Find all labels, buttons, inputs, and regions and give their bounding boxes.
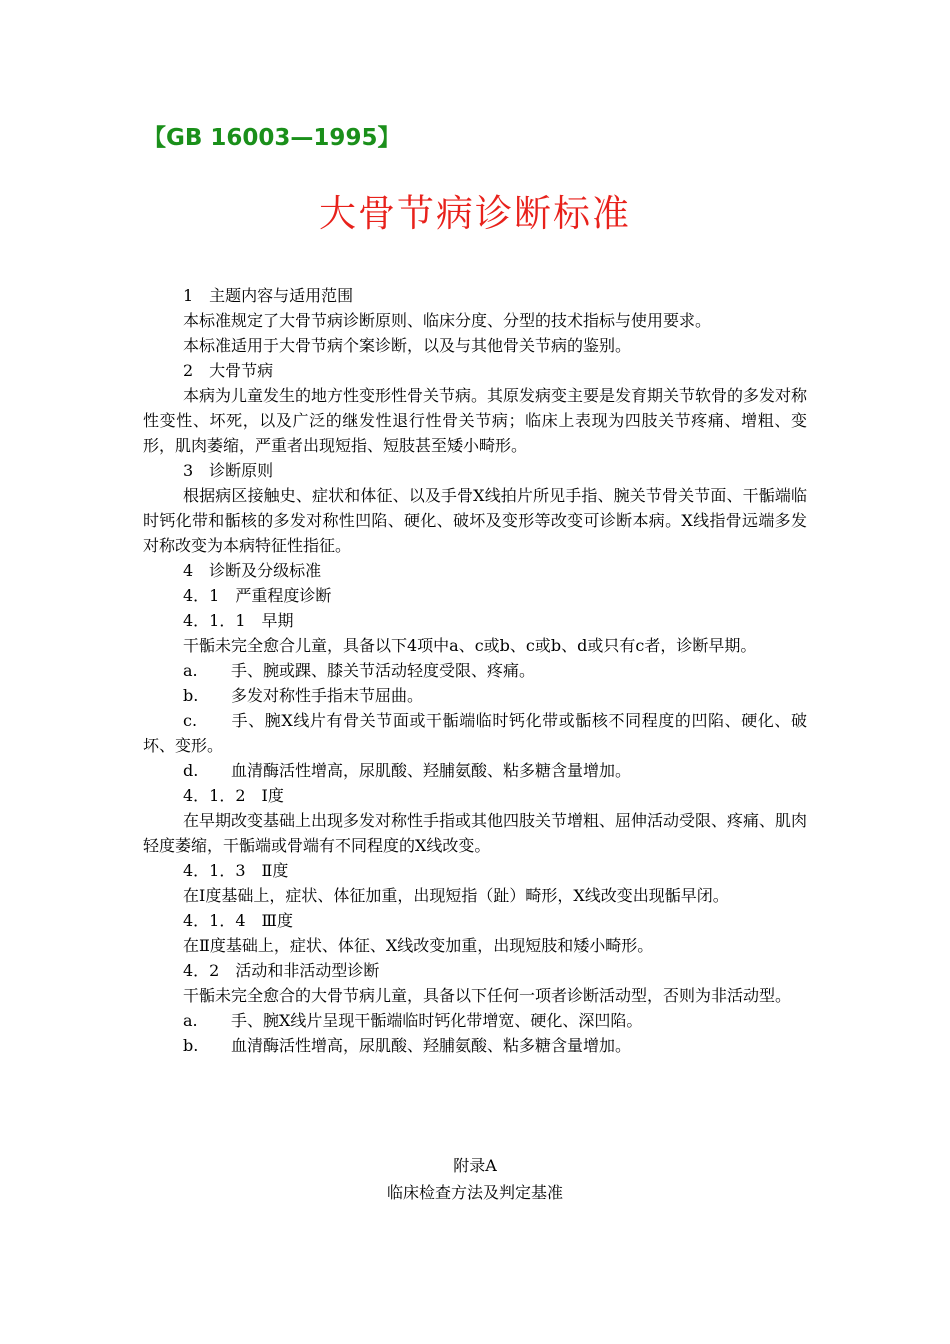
section-1-paragraph-1: 本标准规定了大骨节病诊断原则、临床分度、分型的技术指标与使用要求。 <box>183 311 712 330</box>
section-4-1-heading: 4．1 严重程度诊断 <box>183 586 332 605</box>
section-3-paragraph: 根据病区接触史、症状和体征、以及手骨X线拍片所见手指、腕关节骨关节面、干骺端临时钙化带和骺核的多发对称性凹陷、硬化、破坏及变形等改变可诊断本病。X线指骨远端多发对称改变为本病特征性指征。 <box>143 486 807 555</box>
list-item-label: a. <box>183 661 198 680</box>
section-4-1-1-heading: 4．1．1 早期 <box>183 611 294 630</box>
standard-code: 【GB 16003—1995】 <box>143 125 401 151</box>
section-4-1-3-paragraph: 在Ⅰ度基础上，症状、体征加重，出现短指（趾）畸形，X线改变出现骺早闭。 <box>183 886 729 905</box>
list-item-text: 手、腕X线片有骨关节面或干骺端临时钙化带或骺核不同程度的凹陷、硬化、破坏、变形。 <box>143 711 807 755</box>
section-4-1-4-paragraph: 在Ⅱ度基础上，症状、体征、X线改变加重，出现短肢和矮小畸形。 <box>183 936 654 955</box>
list-item-text: 手、腕X线片呈现干骺端临时钙化带增宽、硬化、深凹陷。 <box>231 1011 643 1030</box>
list-item-text: 多发对称性手指末节屈曲。 <box>231 686 424 705</box>
list-item-text: 手、腕或踝、膝关节活动轻度受限、疼痛。 <box>231 661 536 680</box>
appendix-title: 临床检查方法及判定基准 <box>386 1183 563 1202</box>
list-item-label: a. <box>183 1011 198 1030</box>
list-item <box>143 1008 807 1033</box>
section-4-1-2-paragraph: 在早期改变基础上出现多发对称性手指或其他四肢关节增粗、屈伸活动受限、疼痛、肌肉轻度萎缩，干骺端或骨端有不同程度的X线改变。 <box>143 811 808 855</box>
list-item <box>143 683 807 708</box>
document-body <box>143 283 807 1058</box>
section-4-1-3-heading: 4．1．3 Ⅱ度 <box>183 861 289 880</box>
list-item-label: d. <box>183 761 199 780</box>
section-3-heading: 3 诊断原则 <box>183 461 274 480</box>
appendix-label: 附录A <box>453 1156 497 1175</box>
list-item-label: b. <box>183 1036 199 1055</box>
section-2-paragraph: 本病为儿童发生的地方性变形性骨关节病。其原发病变主要是发育期关节软骨的多发对称性变性、坏死，以及广泛的继发性退行性骨关节病；临床上表现为四肢关节疼痛、增粗、变形，肌肉萎缩，严重者出现短指、短肢甚至矮小畸形。 <box>143 386 808 455</box>
list-item <box>143 1033 807 1058</box>
list-item-label: c. <box>183 711 198 730</box>
section-1-heading: 1 主题内容与适用范围 <box>183 286 354 305</box>
section-4-1-4-heading: 4．1．4 Ⅲ度 <box>183 911 293 930</box>
section-1-paragraph-2: 本标准适用于大骨节病个案诊断，以及与其他骨关节病的鉴别。 <box>183 336 632 355</box>
section-2-heading: 2 大骨节病 <box>183 361 274 380</box>
section-4-1-1-paragraph: 干骺未完全愈合儿童，具备以下4项中a、c或b、c或b、d或只有c者，诊断早期。 <box>183 636 757 655</box>
list-item <box>143 758 807 783</box>
section-4-1-2-heading: 4．1．2 Ⅰ度 <box>183 786 284 805</box>
list-item <box>143 708 807 758</box>
section-4-2-paragraph: 干骺未完全愈合的大骨节病儿童，具备以下任何一项者诊断活动型，否则为非活动型。 <box>183 986 792 1005</box>
page-title: 大骨节病诊断标准 <box>319 192 631 235</box>
list-item-text: 血清酶活性增高，尿肌酸、羟脯氨酸、粘多糖含量增加。 <box>231 761 632 780</box>
list-item-label: b. <box>183 686 199 705</box>
list-item <box>143 658 807 683</box>
appendix-heading <box>0 1152 950 1206</box>
list-item-text: 血清酶活性增高，尿肌酸、羟脯氨酸、粘多糖含量增加。 <box>231 1036 632 1055</box>
section-4-heading: 4 诊断及分级标准 <box>183 561 322 580</box>
section-4-2-heading: 4．2 活动和非活动型诊断 <box>183 961 380 980</box>
